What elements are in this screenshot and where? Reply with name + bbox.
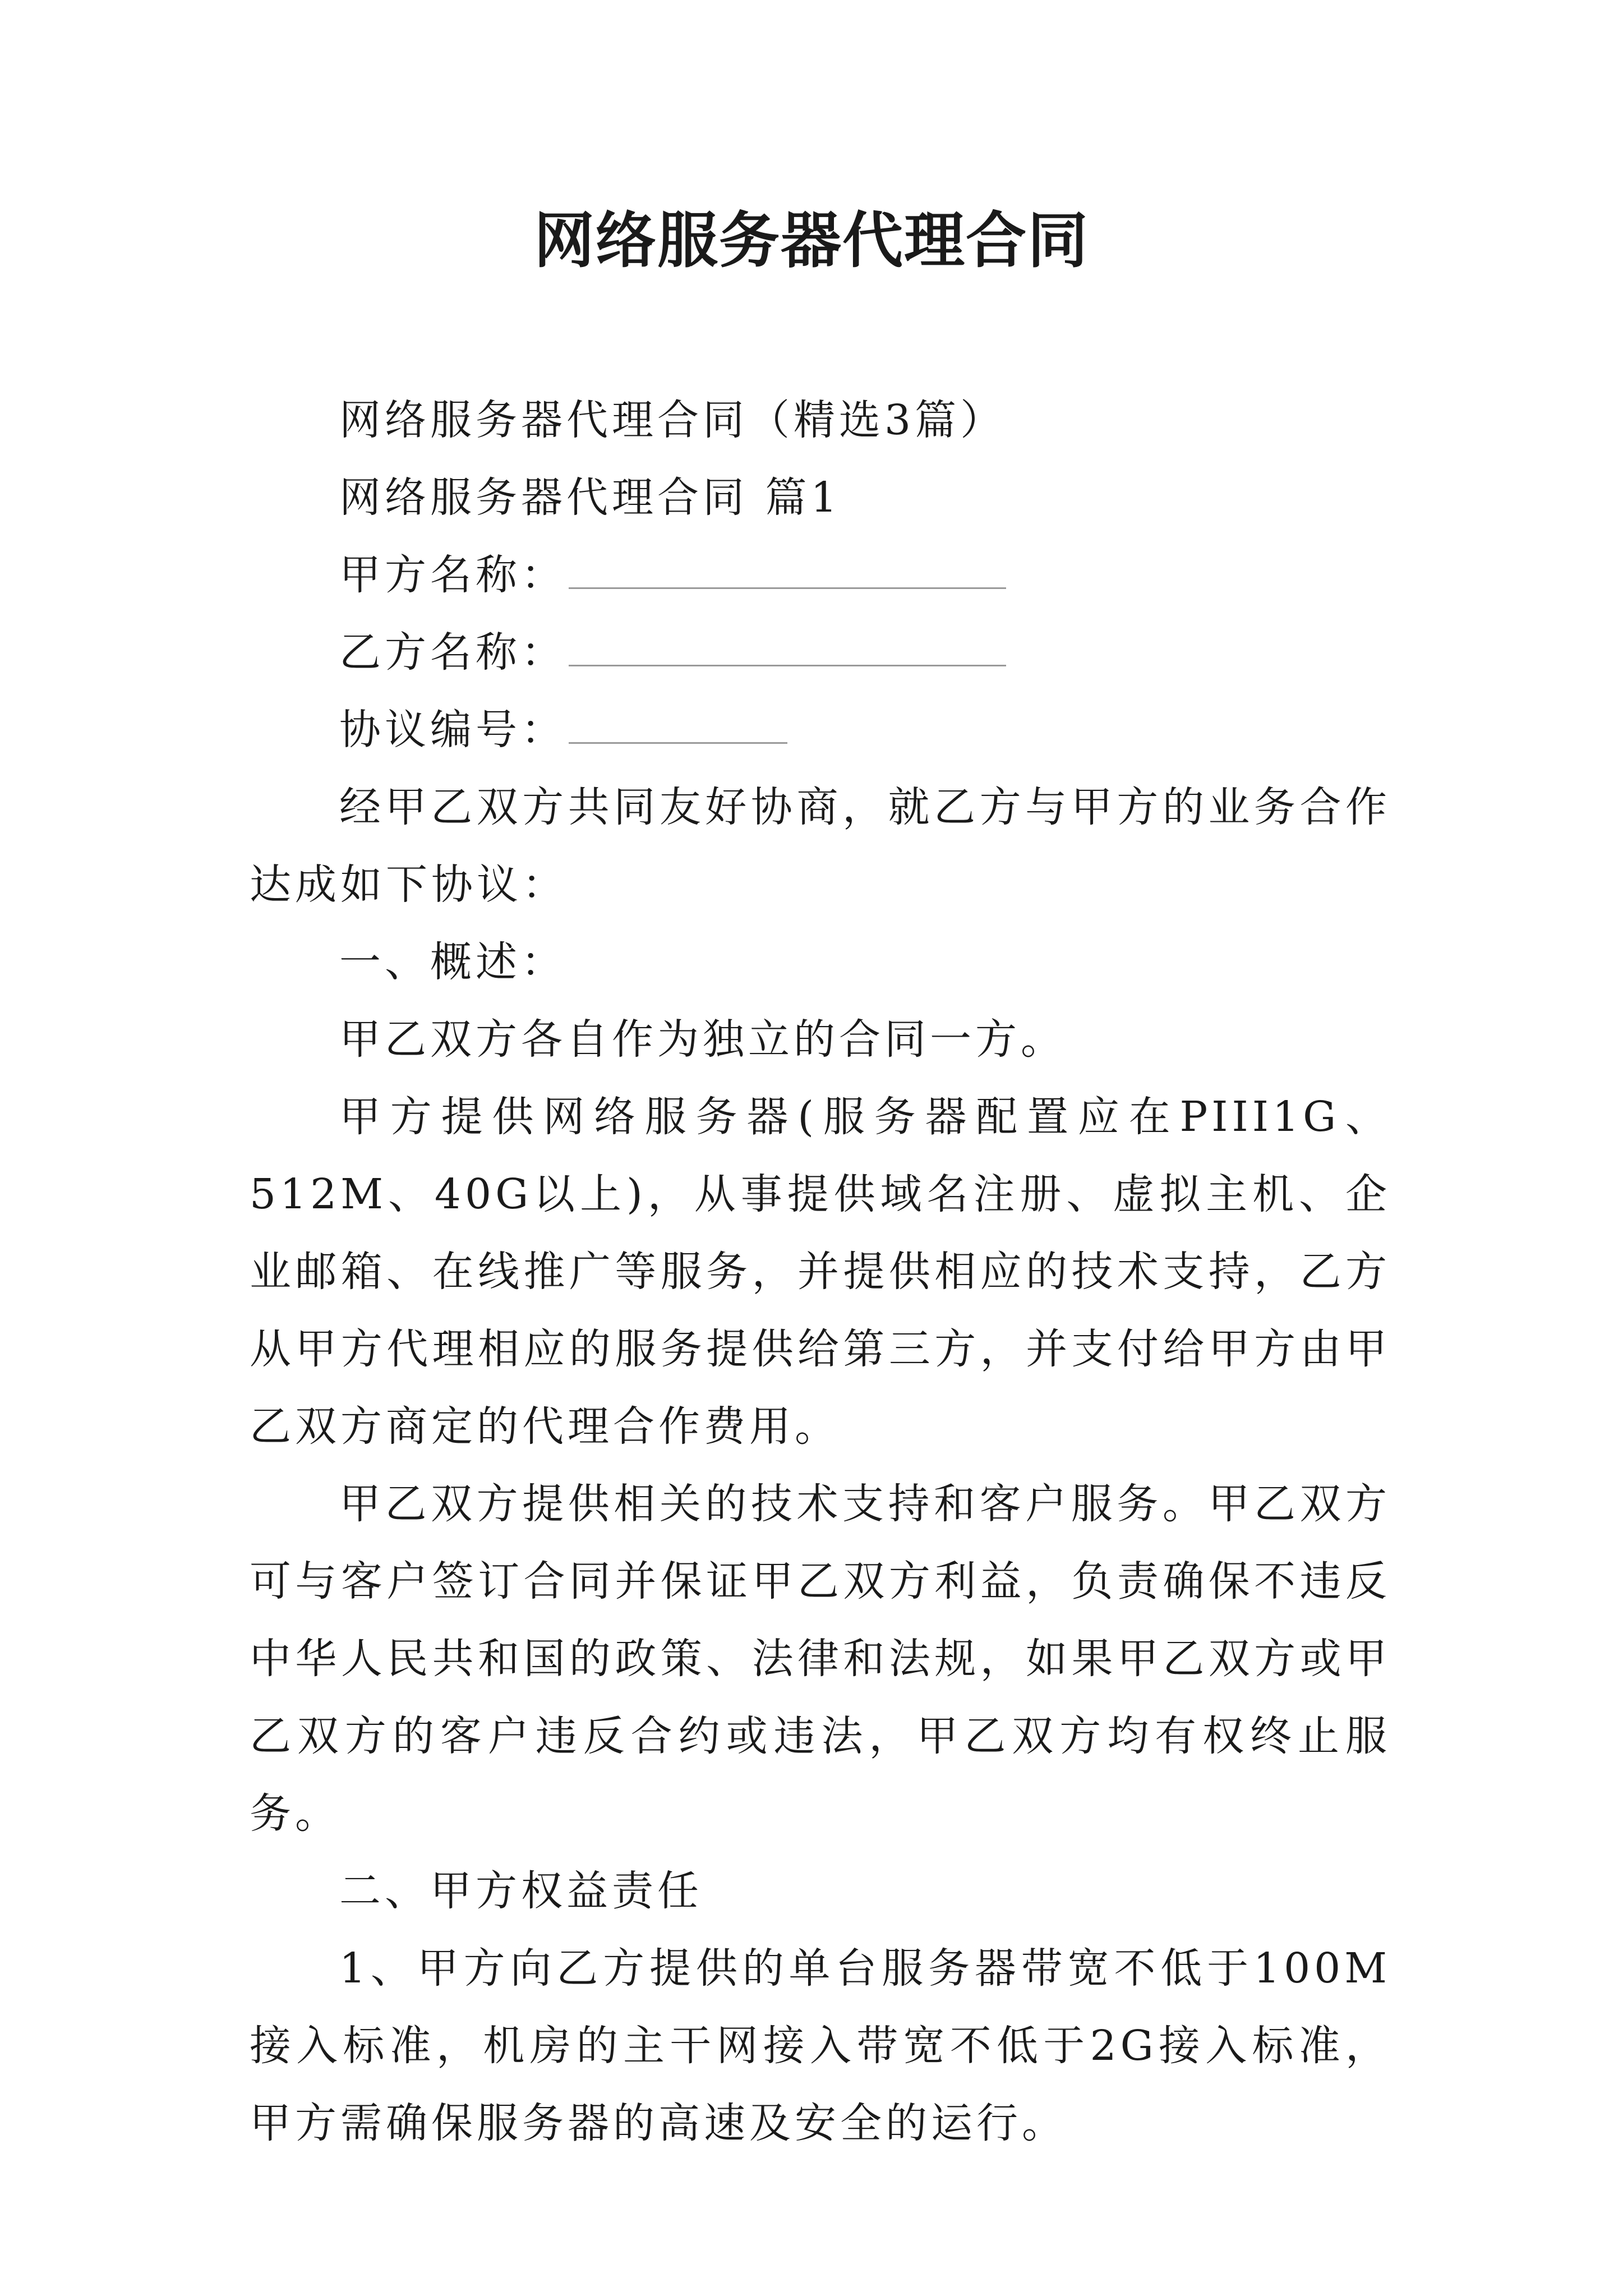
part-heading: 网络服务器代理合同 篇1 bbox=[339, 473, 841, 522]
paragraph: 甲方提供网络服务器(服务器配置应在PIII1G、512M、40G以上)，从事提供域名注册、虚拟主机、企业邮箱、在线推广等服务，并提供相应的技术支持，乙方从甲方代理相应的服务提供给第三方，并支付给甲方由甲乙双方商定的代理合作费用。 bbox=[250, 1093, 1391, 1451]
section-heading-overview: 一、概述： bbox=[339, 938, 566, 986]
field-label: 甲方名称： bbox=[339, 551, 566, 599]
fill-in-blank bbox=[569, 720, 787, 744]
field-label: 乙方名称： bbox=[339, 628, 566, 677]
fill-in-blank bbox=[569, 642, 1006, 666]
section-heading-party-a-rights: 二、甲方权益责任 bbox=[339, 1867, 703, 1915]
fill-in-blank bbox=[569, 565, 1006, 589]
party-a-name-field bbox=[250, 536, 1391, 614]
agreement-number-field bbox=[250, 691, 1391, 769]
paragraph: 甲乙双方各自作为独立的合同一方。 bbox=[339, 1015, 1066, 1064]
paragraph: 甲乙双方提供相关的技术支持和客户服务。甲乙双方可与客户签订合同并保证甲乙双方利益，负责确保不违反中华人民共和国的政策、法律和法规，如果甲乙双方或甲乙双方的客户违反合约或违法，甲乙双方均有权终止服务。 bbox=[250, 1480, 1391, 1838]
paragraph-intro: 经甲乙双方共同友好协商，就乙方与甲方的业务合作达成如下协议： bbox=[250, 783, 1391, 909]
document-body bbox=[250, 381, 1391, 2162]
subtitle: 网络服务器代理合同（精选3篇） bbox=[339, 396, 1006, 444]
party-b-name-field bbox=[250, 614, 1391, 691]
document-title: 网络服务器代理合同 bbox=[533, 206, 1089, 276]
field-label: 协议编号： bbox=[339, 706, 566, 754]
paragraph: 1、甲方向乙方提供的单台服务器带宽不低于100M接入标准，机房的主干网接入带宽不低于2G接入标准，甲方需确保服务器的高速及安全的运行。 bbox=[250, 1944, 1391, 2147]
